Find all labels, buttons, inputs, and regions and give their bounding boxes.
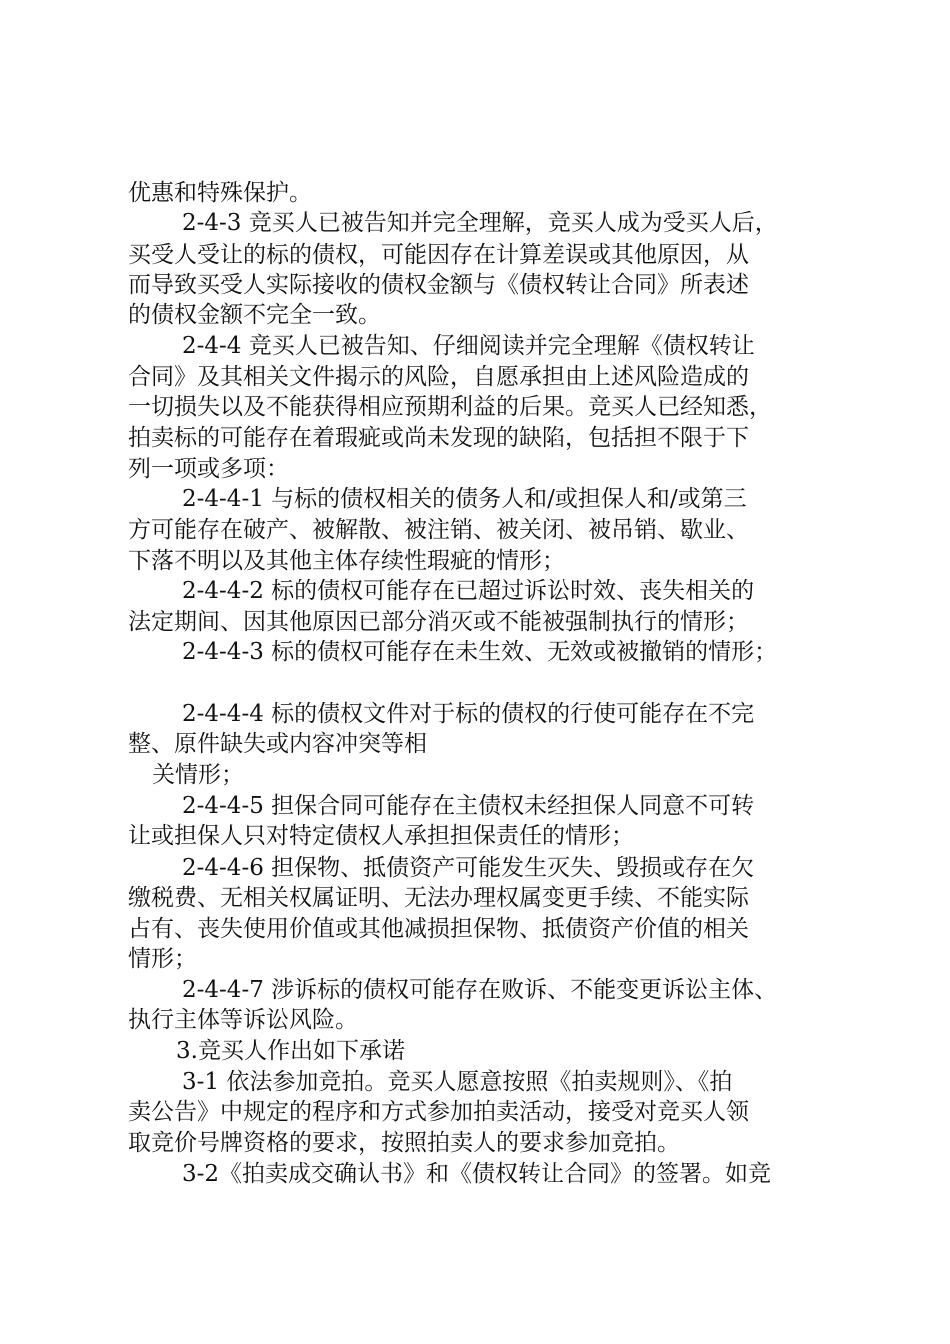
text-line: 2-4-4 竞买人已被告知、仔细阅读并完全理解《债权转让: [182, 333, 755, 359]
text-line: 优惠和特殊保护。: [128, 180, 312, 206]
text-line: 3.竞买人作出如下承诺: [176, 1038, 405, 1064]
text-line: 执行主体等诉讼风险。: [128, 1007, 358, 1033]
text-line: 整、原件缺失或内容冲突等相: [128, 731, 427, 757]
text-line: 3-1 依法参加竞拍。竞买人愿意按照《拍卖规则》、《拍: [182, 1069, 733, 1095]
text-line: 2-4-4-7 涉诉标的债权可能存在败诉、不能变更诉讼主体、: [182, 977, 778, 1003]
text-line: 卖公告》中规定的程序和方式参加拍卖活动，接受对竞买人领: [128, 1099, 749, 1125]
text-line: 合同》及其相关文件揭示的风险，自愿承担由上述风险造成的: [128, 364, 749, 390]
text-line: 的债权金额不完全一致。: [128, 302, 381, 328]
text-line: 3-2《拍卖成交确认书》和《债权转让合同》的签署。如竞: [182, 1161, 772, 1187]
text-line: 2-4-4-2 标的债权可能存在已超过诉讼时效、丧失相关的: [182, 578, 755, 604]
text-line: 列一项或多项：: [128, 456, 289, 482]
text-line: 2-4-4-1 与标的债权相关的债务人和/或担保人和/或第三: [182, 486, 747, 512]
text-line: 而导致买受人实际接收的债权金额与《债权转让合同》所表述: [128, 272, 749, 298]
text-line: 2-4-4-3 标的债权可能存在未生效、无效或被撤销的情形；: [182, 639, 778, 665]
text-line: 缴税费、无相关权属证明、无法办理权属变更手续、不能实际: [128, 885, 749, 911]
text-line: 关情形；: [152, 762, 244, 788]
text-line: 买受人受让的标的债权，可能因存在计算差误或其他原因，从: [128, 242, 749, 268]
text-line: 一切损失以及不能获得相应预期利益的后果。竞买人已经知悉，: [128, 394, 772, 420]
text-line: 2-4-4-4 标的债权文件对于标的债权的行使可能存在不完: [182, 701, 755, 727]
text-line: 2-4-3 竞买人已被告知并完全理解，竞买人成为受买人后，: [182, 210, 778, 236]
text-line: 情形；: [128, 946, 197, 972]
text-line: 取竞价号牌资格的要求，按照拍卖人的要求参加竞拍。: [128, 1130, 680, 1156]
text-line: 拍卖标的可能存在着瑕疵或尚未发现的缺陷，包括担不限于下: [128, 425, 749, 451]
text-line: 法定期间、因其他原因已部分消灭或不能被强制执行的情形；: [128, 609, 749, 635]
text-line: 方可能存在破产、被解散、被注销、被关闭、被吊销、歇业、: [128, 517, 749, 543]
text-line: 下落不明以及其他主体存续性瑕疵的情形；: [128, 548, 565, 574]
text-line: 占有、丧失使用价值或其他减损担保物、抵债资产价值的相关: [128, 916, 749, 942]
text-line: 2-4-4-6 担保物、抵债资产可能发生灭失、毁损或存在欠: [182, 855, 755, 881]
text-line: 让或担保人只对特定债权人承担担保责任的情形；: [128, 823, 634, 849]
text-line: 2-4-4-5 担保合同可能存在主债权未经担保人同意不可转: [182, 793, 755, 819]
